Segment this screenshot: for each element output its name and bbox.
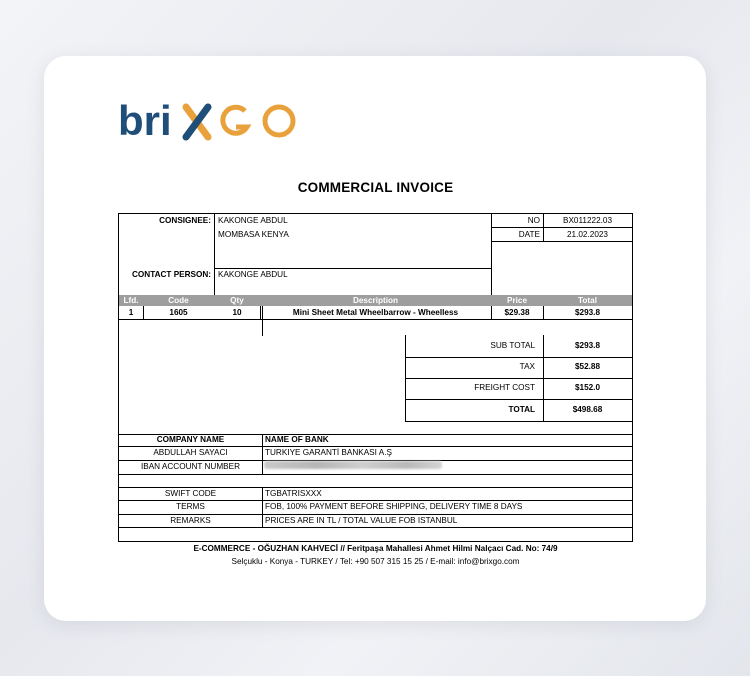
- divider: [143, 306, 144, 319]
- divider: [262, 434, 263, 474]
- column-header-row: [119, 295, 632, 306]
- iban-redacted: [264, 461, 442, 469]
- invoice-title: COMMERCIAL INVOICE: [297, 180, 454, 195]
- divider: [262, 487, 263, 527]
- cell-lfd: 1: [128, 308, 134, 317]
- divider: [214, 268, 491, 269]
- divider: [491, 227, 632, 228]
- divider: [260, 306, 261, 319]
- cell-price: $29.38: [504, 308, 530, 317]
- swift-label: SWIFT CODE: [164, 489, 217, 498]
- column-header: Description: [352, 296, 399, 305]
- subtotal-label: SUB TOTAL: [490, 341, 535, 350]
- consignee-label: CONSIGNEE:: [159, 216, 211, 225]
- terms-label: TERMS: [176, 502, 205, 511]
- divider: [405, 357, 632, 358]
- divider: [119, 474, 632, 475]
- total-label: TOTAL: [508, 405, 535, 414]
- consignee-address: MOMBASA KENYA: [218, 230, 289, 239]
- divider: [262, 306, 263, 336]
- divider: [119, 446, 632, 447]
- column-header: Qty: [230, 296, 244, 305]
- invoice-date: 21.02.2023: [567, 230, 608, 239]
- footer-address: E-COMMERCE - OĞUZHAN KAHVECİ // Feritpaşa Mahallesi Ahmet Hilmi Nalçacı Cad. No: 74/9: [193, 544, 558, 553]
- subtotal-value: $293.8: [574, 341, 601, 350]
- remarks-label: REMARKS: [170, 516, 211, 525]
- tax-value: $52.88: [574, 362, 601, 371]
- divider: [119, 527, 632, 528]
- tax-label: TAX: [519, 362, 535, 371]
- table-row: [119, 306, 632, 319]
- date-label: DATE: [518, 230, 540, 239]
- divider: [491, 241, 632, 242]
- column-header: Lfd.: [123, 296, 139, 305]
- column-header: Code: [168, 296, 189, 305]
- contact-label: CONTACT PERSON:: [132, 270, 211, 279]
- bank-name-label: NAME OF BANK: [265, 435, 329, 444]
- cell-total: $293.8: [574, 308, 601, 317]
- divider: [119, 500, 632, 501]
- swift-value: TGBATRISXXX: [265, 489, 322, 498]
- contact-name: KAKONGE ABDUL: [218, 270, 288, 279]
- consignee-name: KAKONGE ABDUL: [218, 216, 288, 225]
- company-name-label: COMPANY NAME: [156, 435, 225, 444]
- iban-label: IBAN ACCOUNT NUMBER: [140, 462, 241, 471]
- cell-code: 1605: [169, 308, 188, 317]
- divider: [119, 487, 632, 488]
- total-value: $498.68: [572, 405, 603, 414]
- divider: [543, 306, 544, 319]
- company-name-value: ABDULLAH SAYACI: [153, 448, 228, 457]
- divider: [119, 514, 632, 515]
- cell-description: Mini Sheet Metal Wheelbarrow - Wheelless: [292, 308, 459, 317]
- cell-qty: 10: [232, 308, 242, 317]
- remarks-value: PRICES ARE IN TL / TOTAL VALUE FOB ISTANBUL: [265, 516, 458, 525]
- freight-value: $152.0: [574, 383, 601, 392]
- divider: [119, 319, 632, 320]
- invoice-number: BX011222.03: [562, 216, 613, 225]
- column-header: Price: [506, 296, 528, 305]
- no-label: NO: [527, 216, 540, 225]
- footer-contact: Selçuklu - Konya - TURKEY / Tel: +90 507 315 15 25 / E-mail: info@brixgo.com: [231, 557, 520, 566]
- brixgo-logo: [118, 97, 298, 145]
- divider: [405, 378, 632, 379]
- column-header: Total: [578, 296, 597, 305]
- invoice-table: [118, 213, 633, 542]
- divider: [214, 214, 215, 295]
- divider: [405, 421, 632, 422]
- svg-text:bri: bri: [118, 97, 172, 144]
- divider: [405, 399, 632, 400]
- freight-label: FREIGHT COST: [474, 383, 535, 392]
- terms-value: FOB, 100% PAYMENT BEFORE SHIPPING, DELIVERY TIME 8 DAYS: [265, 502, 523, 511]
- bank-name-value: TURKIYE GARANTİ BANKASI A.Ş: [265, 448, 392, 457]
- divider: [491, 306, 492, 319]
